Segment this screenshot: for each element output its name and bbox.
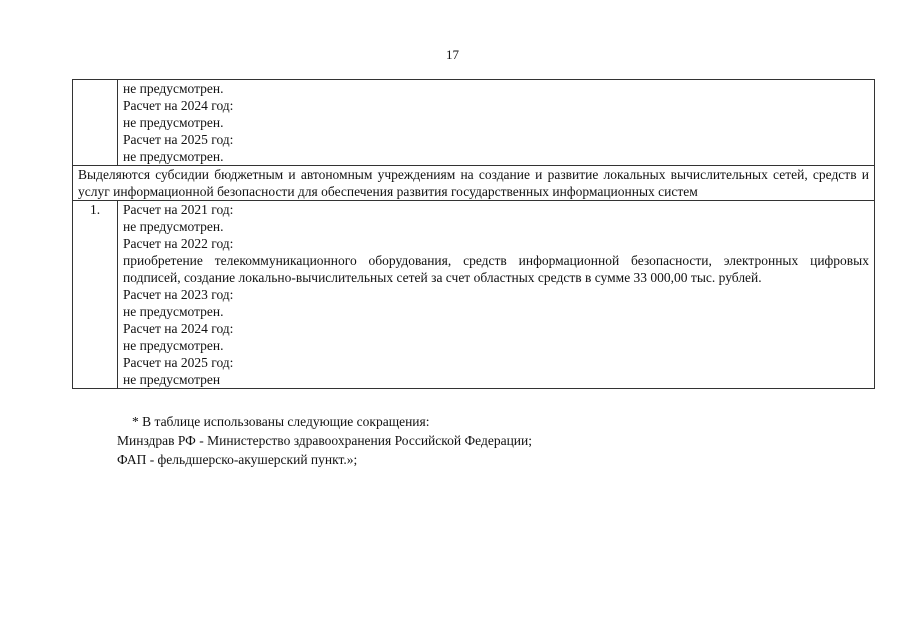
table-row-item <box>73 201 875 389</box>
text-line: не предусмотрен. <box>123 115 224 130</box>
footnote-line: ФАП - фельдшерско-акушерский пункт.»; <box>117 452 358 467</box>
text-cell <box>118 80 875 166</box>
text-line: не предусмотрен. <box>123 81 224 96</box>
text-line: Расчет на 2025 год: <box>123 355 234 370</box>
footnote <box>117 412 877 469</box>
table-row-continuation <box>73 80 875 166</box>
page-number: 17 <box>446 47 459 62</box>
text-cell <box>118 201 875 389</box>
text-line: не предусмотрен <box>123 372 221 387</box>
number-cell-empty <box>73 80 118 166</box>
footnote-line: * В таблице использованы следующие сокращения: <box>132 414 430 429</box>
document-table <box>72 79 875 389</box>
text-line: не предусмотрен. <box>123 304 224 319</box>
footnote-line: Минздрав РФ - Министерство здравоохранения Российской Федерации; <box>117 433 532 448</box>
text-line: не предусмотрен. <box>123 219 224 234</box>
text-line: Расчет на 2025 год: <box>123 132 234 147</box>
text-line: Расчет на 2023 год: <box>123 287 234 302</box>
text-line: не предусмотрен. <box>123 149 224 164</box>
text-line: Расчет на 2024 год: <box>123 321 234 336</box>
table-row-section-heading <box>73 166 875 201</box>
text-line: Расчет на 2024 год: <box>123 98 234 113</box>
item-number: 1. <box>73 201 118 389</box>
item-paragraph: приобретение телекоммуникационного оборудования, средств информационной безопасности, электронных цифровых подписей, создание локально-вычислительных сетей за счет областных средств в сумме 33 000,00 тыс. рублей. <box>123 253 869 285</box>
text-line: не предусмотрен. <box>123 338 224 353</box>
section-heading: Выделяются субсидии бюджетным и автономным учреждениям на создание и развитие локальных вычислительных сетей, средств и услуг информационной безопасности для обеспечения развития государственных информационных систем <box>73 166 875 201</box>
text-line: Расчет на 2021 год: <box>123 202 234 217</box>
text-line: Расчет на 2022 год: <box>123 236 234 251</box>
